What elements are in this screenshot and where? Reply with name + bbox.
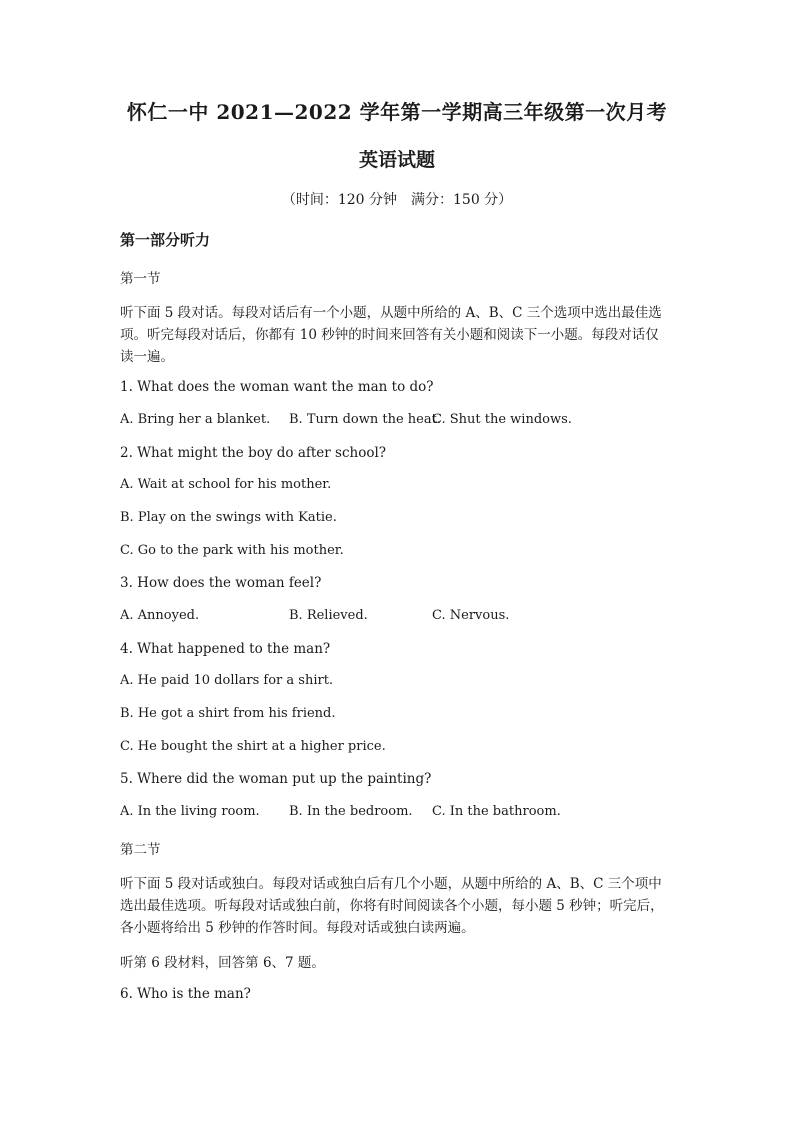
section1-instructions-line3: 读一遍。 [120, 349, 174, 365]
section2-instructions-line1: 听下面 5 段对话或独白。每段对话或独白后有几个小题，从题中所给的 A、B、C 三个项中 [120, 876, 662, 892]
question-3: 3. How does the woman feel? [120, 575, 322, 591]
question-1-option-b: B. Turn down the heat. [289, 412, 441, 427]
question-3-option-a: A. Annoyed. [120, 608, 200, 623]
section1-instructions-line1: 听下面 5 段对话。每段对话后有一个小题，从题中所给的 A、B、C 三个选项中选出最佳选 [120, 305, 662, 321]
question-3-option-b: B. Relieved. [289, 608, 368, 623]
section1-instructions-line2: 项。听完每段对话后，你都有 10 秒钟的时间来回答有关小题和阅读下一小题。每段对话仅 [120, 327, 659, 343]
question-2: 2. What might the boy do after school? [120, 445, 387, 461]
section2-label: 第二节 [120, 842, 161, 858]
question-4-option-c: C. He bought the shirt at a higher price. [120, 739, 386, 754]
part1-heading: 第一部分听力 [120, 231, 211, 249]
question-5-option-c: C. In the bathroom. [432, 804, 561, 819]
question-4-option-b: B. He got a shirt from his friend. [120, 706, 336, 721]
section2-instructions-line3: 各小题将给出 5 秒钟的作答时间。每段对话或独白读两遍。 [120, 920, 475, 936]
question-5-option-a: A. In the living room. [120, 804, 260, 819]
question-2-option-b: B. Play on the swings with Katie. [120, 510, 337, 525]
question-2-option-c: C. Go to the park with his mother. [120, 543, 344, 558]
exam-subtitle: 英语试题 [358, 149, 435, 171]
material-6-instruction: 听第 6 段材料，回答第 6、7 题。 [120, 955, 325, 971]
exam-title: 怀仁一中 2021—2022 学年第一学期高三年级第一次月考 [126, 100, 668, 124]
question-3-option-c: C. Nervous. [432, 608, 510, 623]
question-6: 6. Who is the man? [120, 986, 251, 1002]
question-1-option-c: C. Shut the windows. [432, 412, 572, 427]
section2-instructions-line2: 选出最佳选项。听每段对话或独白前，你将有时间阅读各个小题，每小题 5 秒钟；听完后， [120, 898, 664, 914]
section1-label: 第一节 [120, 271, 161, 287]
question-4: 4. What happened to the man? [120, 641, 331, 657]
question-4-option-a: A. He paid 10 dollars for a shirt. [120, 673, 334, 688]
question-1-option-a: A. Bring her a blanket. [120, 412, 271, 427]
exam-time-info: （时间：120 分钟 满分：150 分） [281, 192, 513, 208]
question-5-option-b: B. In the bedroom. [289, 804, 413, 819]
question-1: 1. What does the woman want the man to do? [120, 379, 434, 395]
question-5: 5. Where did the woman put up the painting? [120, 771, 432, 787]
question-2-option-a: A. Wait at school for his mother. [120, 477, 332, 492]
